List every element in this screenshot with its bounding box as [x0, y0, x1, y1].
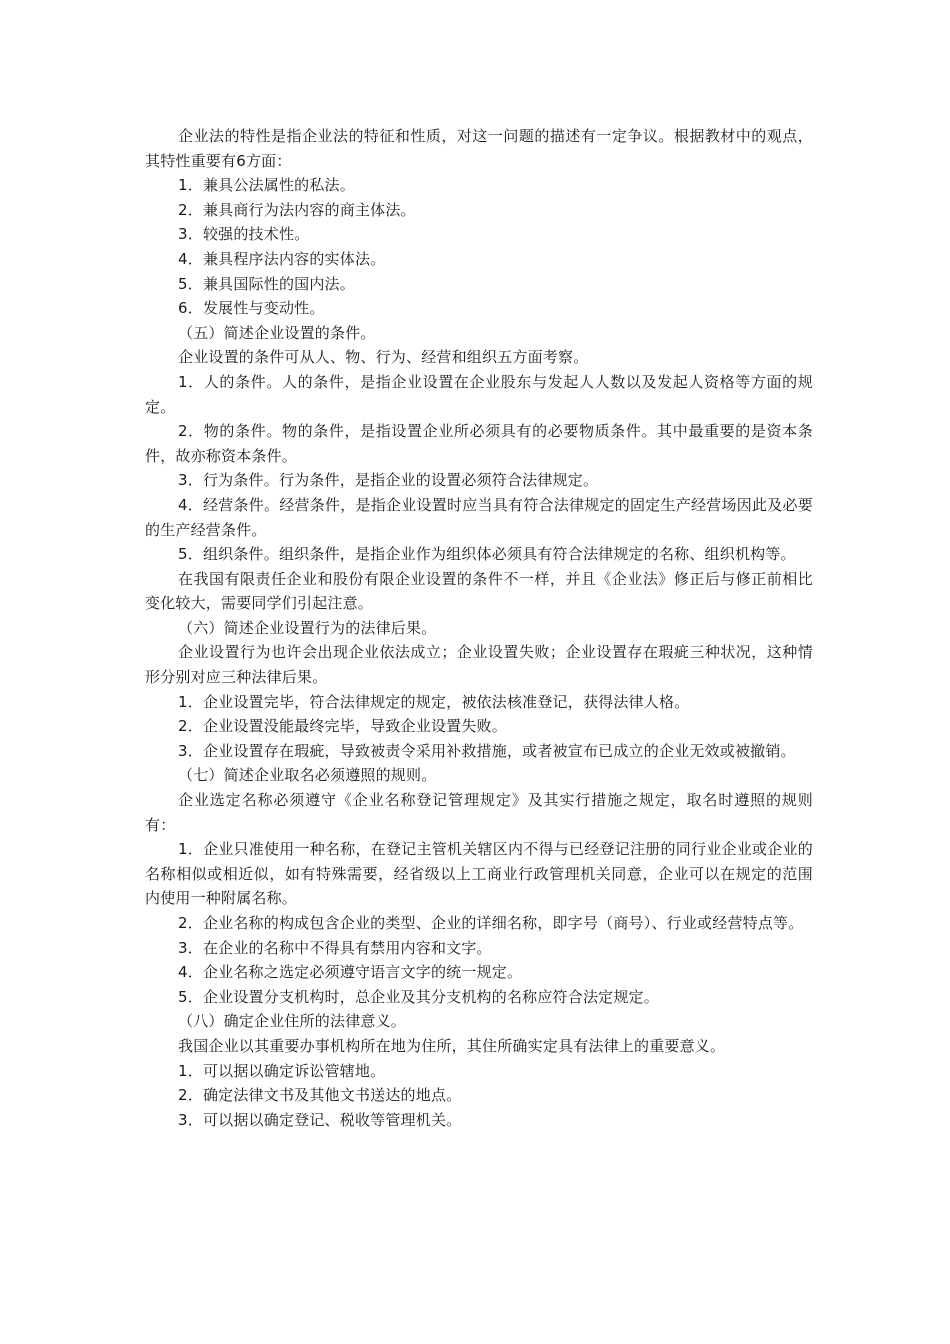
list-item: 4．经营条件。经营条件，是指企业设置时应当具有符合法律规定的固定生产经营场因此及必要的生产经营条件。: [145, 495, 813, 539]
list-item: 3．企业设置存在瑕疵，导致被责令采用补救措施，或者被宣布已成立的企业无效或被撤销。: [178, 741, 796, 760]
list-item: 2．物的条件。物的条件，是指设置企业所必须具有的必要物质条件。其中最重要的是资本条件，故亦称资本条件。: [145, 422, 813, 465]
list-item: 1．人的条件。人的条件，是指企业设置在企业股东与发起人人数以及发起人资格等方面的规定。: [145, 372, 813, 416]
document-page: [145, 124, 813, 1132]
body-paragraph: 我国企业以其重要办事机构所在地为住所，其住所确实定具有法律上的重要意义。: [178, 1036, 726, 1055]
list-item: 3．较强的技术性。: [178, 225, 310, 244]
list-item: 1．企业只准使用一种名称，在登记主管机关辖区内不得与已经登记注册的同行业企业或企业的名称相似或相近似，如有特殊需要，经省级以上工商业行政管理机关同意，企业可以在规定的范围内使用一种附属名称。: [145, 840, 813, 908]
section-heading: （五）简述企业设置的条件。: [178, 323, 376, 342]
body-paragraph: 企业设置的条件可从人、物、行为、经营和组织五方面考察。: [178, 348, 589, 367]
list-item: 6．发展性与变动性。: [178, 299, 325, 318]
list-item: 2．兼具商行为法内容的商主体法。: [178, 200, 416, 219]
body-paragraph: 企业设置行为也许会出现企业依法成立；企业设置失败；企业设置存在瑕疵三种状况，这种情形分别对应三种法律后果。: [145, 643, 813, 687]
section-heading: （八）确定企业住所的法律意义。: [178, 1012, 407, 1031]
list-item: 5．企业设置分支机构时，总企业及其分支机构的名称应符合法定规定。: [178, 987, 659, 1006]
intro-paragraph: 企业法的特性是指企业法的特征和性质，对这一问题的描述有一定争议。根据教材中的观点，其特性重要有6方面：: [145, 127, 813, 170]
section-heading: （六）简述企业设置行为的法律后果。: [178, 618, 437, 637]
list-item: 2．确定法律文书及其他文书送达的地点。: [178, 1086, 462, 1105]
list-item: 3．在企业的名称中不得具有禁用内容和文字。: [178, 938, 492, 957]
list-item: 4．兼具程序法内容的实体法。: [178, 249, 386, 268]
list-item: 3．行为条件。行为条件，是指企业的设置必须符合法律规定。: [178, 471, 599, 490]
list-item: 3．可以据以确定登记、税收等管理机关。: [178, 1110, 462, 1129]
list-item: 1．可以据以确定诉讼管辖地。: [178, 1061, 386, 1080]
list-item: 4．企业名称之选定必须遵守语言文字的统一规定。: [178, 963, 523, 982]
list-item: 2．企业名称的构成包含企业的类型、企业的详细名称，即字号（商号）、行业或经营特点等。: [178, 914, 804, 932]
section-heading: （七）简述企业取名必须遵照的规则。: [178, 766, 437, 785]
list-item: 5．兼具国际性的国内法。: [178, 274, 355, 293]
body-paragraph: 在我国有限责任企业和股份有限企业设置的条件不一样，并且《企业法》修正后与修正前相比变化较大，需要同学们引起注意。: [145, 569, 813, 613]
list-item: 1．企业设置完毕，符合法律规定的规定，被依法核准登记，获得法律人格。: [178, 692, 690, 711]
list-item: 1．兼具公法属性的私法。: [178, 176, 355, 195]
list-item: 2．企业设置没能最终完毕，导致企业设置失败。: [178, 717, 507, 736]
list-item: 5．组织条件。组织条件，是指企业作为组织体必须具有符合法律规定的名称、组织机构等。: [178, 545, 796, 564]
body-paragraph: 企业选定名称必须遵守《企业名称登记管理规定》及其实行措施之规定，取名时遵照的规则有：: [145, 791, 813, 834]
